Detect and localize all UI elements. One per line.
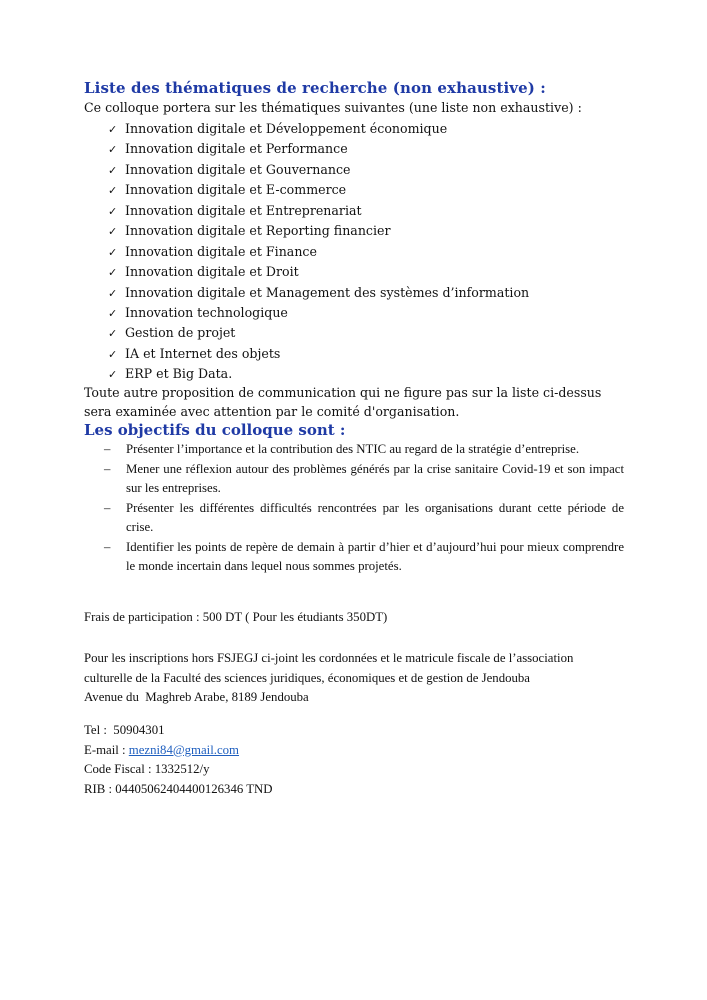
email-link[interactable]: mezni84@gmail.com (128, 742, 240, 757)
objective-text: Identifier les points de repère de demain à partir d’hier et d’aujourd’hui pour mieux comprendre le monde incertain dans lequel nous sommes projetés. (126, 539, 624, 573)
check-icon: ✓ (108, 184, 118, 198)
list-item (108, 283, 529, 303)
contact-code-fiscal: Code Fiscal : 1332512/y (84, 762, 210, 776)
theme-label: Gestion de projet (125, 325, 236, 341)
check-icon: ✓ (108, 266, 118, 280)
objectives-list (104, 440, 624, 577)
list-item (108, 160, 529, 180)
check-icon: ✓ (108, 306, 118, 320)
theme-label: Innovation digitale et Performance (125, 141, 348, 157)
list-item (104, 538, 624, 577)
objective-text: Présenter l’importance et la contribution des NTIC au regard de la stratégie d’entreprise. (126, 442, 580, 456)
theme-label: ERP et Big Data. (125, 366, 233, 382)
list-item (108, 119, 529, 139)
dash-icon: – (104, 500, 111, 515)
email-label: E-mail : (84, 742, 129, 757)
list-item (104, 460, 624, 499)
themes-note: Toute autre proposition de communication qui ne figure pas sur la liste ci-dessus sera examinée avec attention par le comité d'organisation. (84, 385, 602, 419)
theme-label: Innovation digitale et Entreprenariat (125, 202, 362, 218)
theme-label: Innovation digitale et Finance (125, 243, 317, 259)
objectives-heading: Les objectifs du colloque sont : (84, 421, 346, 439)
list-item (108, 221, 529, 241)
dash-icon: – (104, 539, 111, 554)
themes-intro: Ce colloque portera sur les thématiques suivantes (une liste non exhaustive) : (84, 100, 582, 115)
registration-line: culturelle de la Faculté des sciences juridiques, économiques et de gestion de Jendouba (84, 670, 530, 685)
list-item (108, 242, 529, 262)
check-icon: ✓ (108, 245, 118, 259)
theme-label: Innovation digitale et Management des systèmes d’information (125, 284, 530, 300)
contact-block (84, 721, 273, 799)
list-item (108, 201, 529, 221)
themes-heading: Liste des thématiques de recherche (non exhaustive) : (84, 79, 546, 97)
check-icon: ✓ (108, 123, 118, 136)
check-icon: ✓ (108, 143, 118, 157)
list-item (104, 440, 624, 460)
theme-label: Innovation digitale et E-commerce (125, 182, 347, 198)
check-icon: ✓ (108, 286, 118, 300)
check-icon: ✓ (108, 204, 118, 218)
theme-label: Innovation digitale et Développement économique (125, 121, 448, 136)
contact-email-row (84, 741, 273, 761)
participation-fees: Frais de participation : 500 DT ( Pour les étudiants 350DT) (84, 610, 388, 624)
list-item (108, 303, 529, 323)
list-item (108, 364, 529, 384)
theme-label: Innovation digitale et Droit (125, 264, 299, 280)
theme-label: IA et Internet des objets (125, 345, 281, 361)
list-item (108, 323, 529, 343)
list-item (108, 139, 529, 159)
list-item (104, 499, 624, 538)
theme-label: Innovation digitale et Reporting financier (125, 223, 391, 239)
check-icon: ✓ (108, 347, 118, 361)
theme-label: Innovation digitale et Gouvernance (125, 161, 351, 177)
contact-tel: Tel : 50904301 (84, 723, 165, 737)
list-item (108, 344, 529, 364)
check-icon: ✓ (108, 225, 118, 239)
registration-address: Avenue du Maghreb Arabe, 8189 Jendouba (84, 690, 309, 704)
objective-text: Mener une réflexion autour des problèmes générés par la crise sanitaire Covid-19 et son impact sur les entreprises. (126, 461, 624, 495)
check-icon: ✓ (108, 368, 118, 382)
registration-line: Pour les inscriptions hors FSJEGJ ci-joint les cordonnées et le matricule fiscale de l’association (84, 651, 574, 665)
dash-icon: – (104, 461, 111, 476)
registration-info (84, 649, 644, 708)
list-item (108, 180, 529, 200)
list-item (108, 262, 529, 282)
theme-label: Innovation technologique (125, 304, 288, 320)
objective-text: Présenter les différentes difficultés rencontrées par les organisations durant cette période de crise. (126, 500, 624, 534)
contact-rib: RIB : 04405062404400126346 TND (84, 781, 273, 796)
check-icon: ✓ (108, 327, 118, 341)
check-icon: ✓ (108, 163, 118, 177)
themes-list (108, 119, 529, 385)
dash-icon: – (104, 442, 111, 456)
